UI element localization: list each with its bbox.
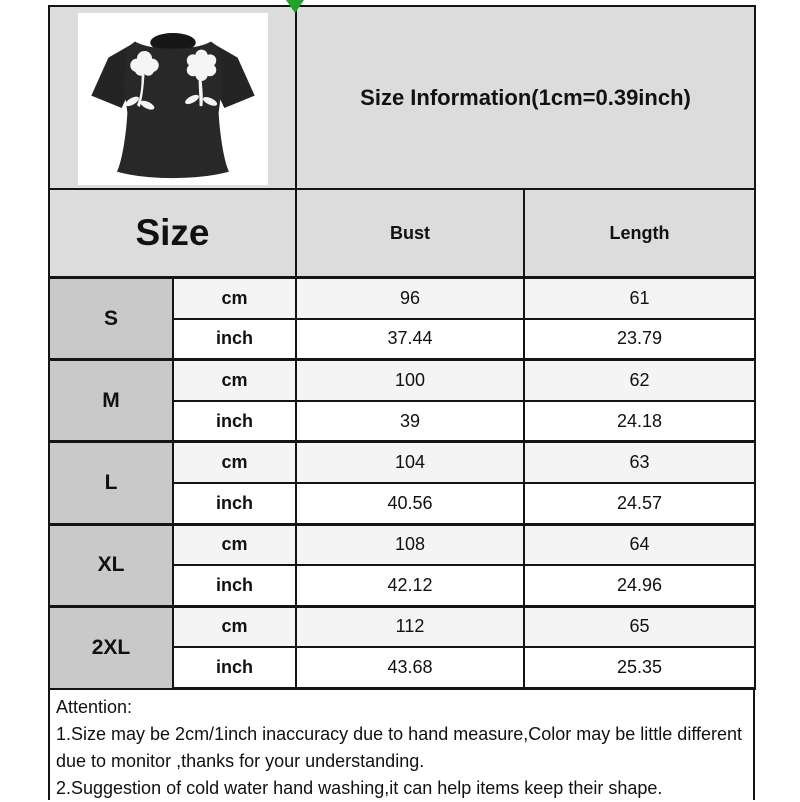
size-label-2xl: 2XL (49, 606, 173, 688)
size-label-m: M (49, 360, 173, 442)
length-value: 65 (524, 606, 755, 647)
size-label-l: L (49, 442, 173, 524)
size-label-xl: XL (49, 524, 173, 606)
unit-cell-cm: cm (173, 606, 296, 647)
size-information-title: Size Information(1cm=0.39inch) (296, 6, 755, 189)
length-value: 62 (524, 360, 755, 401)
product-image-cell (49, 6, 296, 189)
unit-cell-inch: inch (173, 401, 296, 442)
unit-cell-inch: inch (173, 565, 296, 606)
unit-cell-cm: cm (173, 442, 296, 483)
unit-cell-inch: inch (173, 483, 296, 524)
length-value: 64 (524, 524, 755, 565)
bust-value: 108 (296, 524, 524, 565)
bust-value: 42.12 (296, 565, 524, 606)
attention-note (48, 690, 755, 800)
length-value: 24.57 (524, 483, 755, 524)
attention-heading: Attention: (56, 697, 133, 717)
table-row (49, 278, 755, 319)
unit-cell-cm: cm (173, 360, 296, 401)
length-value: 23.79 (524, 319, 755, 360)
length-value: 24.18 (524, 401, 755, 442)
length-value: 24.96 (524, 565, 755, 606)
attention-line-2: 2.Suggestion of cold water hand washing,it can help items keep their shape. (56, 778, 663, 798)
product-photo (78, 13, 268, 185)
length-value: 25.35 (524, 647, 755, 688)
table-row (49, 360, 755, 401)
bust-value: 100 (296, 360, 524, 401)
bust-value: 40.56 (296, 483, 524, 524)
bust-value: 43.68 (296, 647, 524, 688)
bust-value: 112 (296, 606, 524, 647)
bust-value: 104 (296, 442, 524, 483)
column-header-bust: Bust (296, 189, 524, 277)
unit-cell-inch: inch (173, 319, 296, 360)
bust-value: 96 (296, 278, 524, 319)
column-header-size: Size (49, 189, 296, 277)
tshirt-illustration (78, 13, 268, 185)
column-header-length: Length (524, 189, 755, 277)
attention-line-1: 1.Size may be 2cm/1inch inaccuracy due to hand measure,Color may be little different due to monitor ,thanks for your understanding. (56, 724, 743, 771)
bust-value: 39 (296, 401, 524, 442)
table-row (49, 442, 755, 483)
size-label-s: S (49, 278, 173, 360)
green-triangle-marker (286, 0, 304, 13)
size-information-table (48, 5, 756, 690)
unit-cell-cm: cm (173, 278, 296, 319)
bust-value: 37.44 (296, 319, 524, 360)
table-row (49, 524, 755, 565)
unit-cell-cm: cm (173, 524, 296, 565)
unit-cell-inch: inch (173, 647, 296, 688)
table-row (49, 606, 755, 647)
length-value: 63 (524, 442, 755, 483)
length-value: 61 (524, 278, 755, 319)
